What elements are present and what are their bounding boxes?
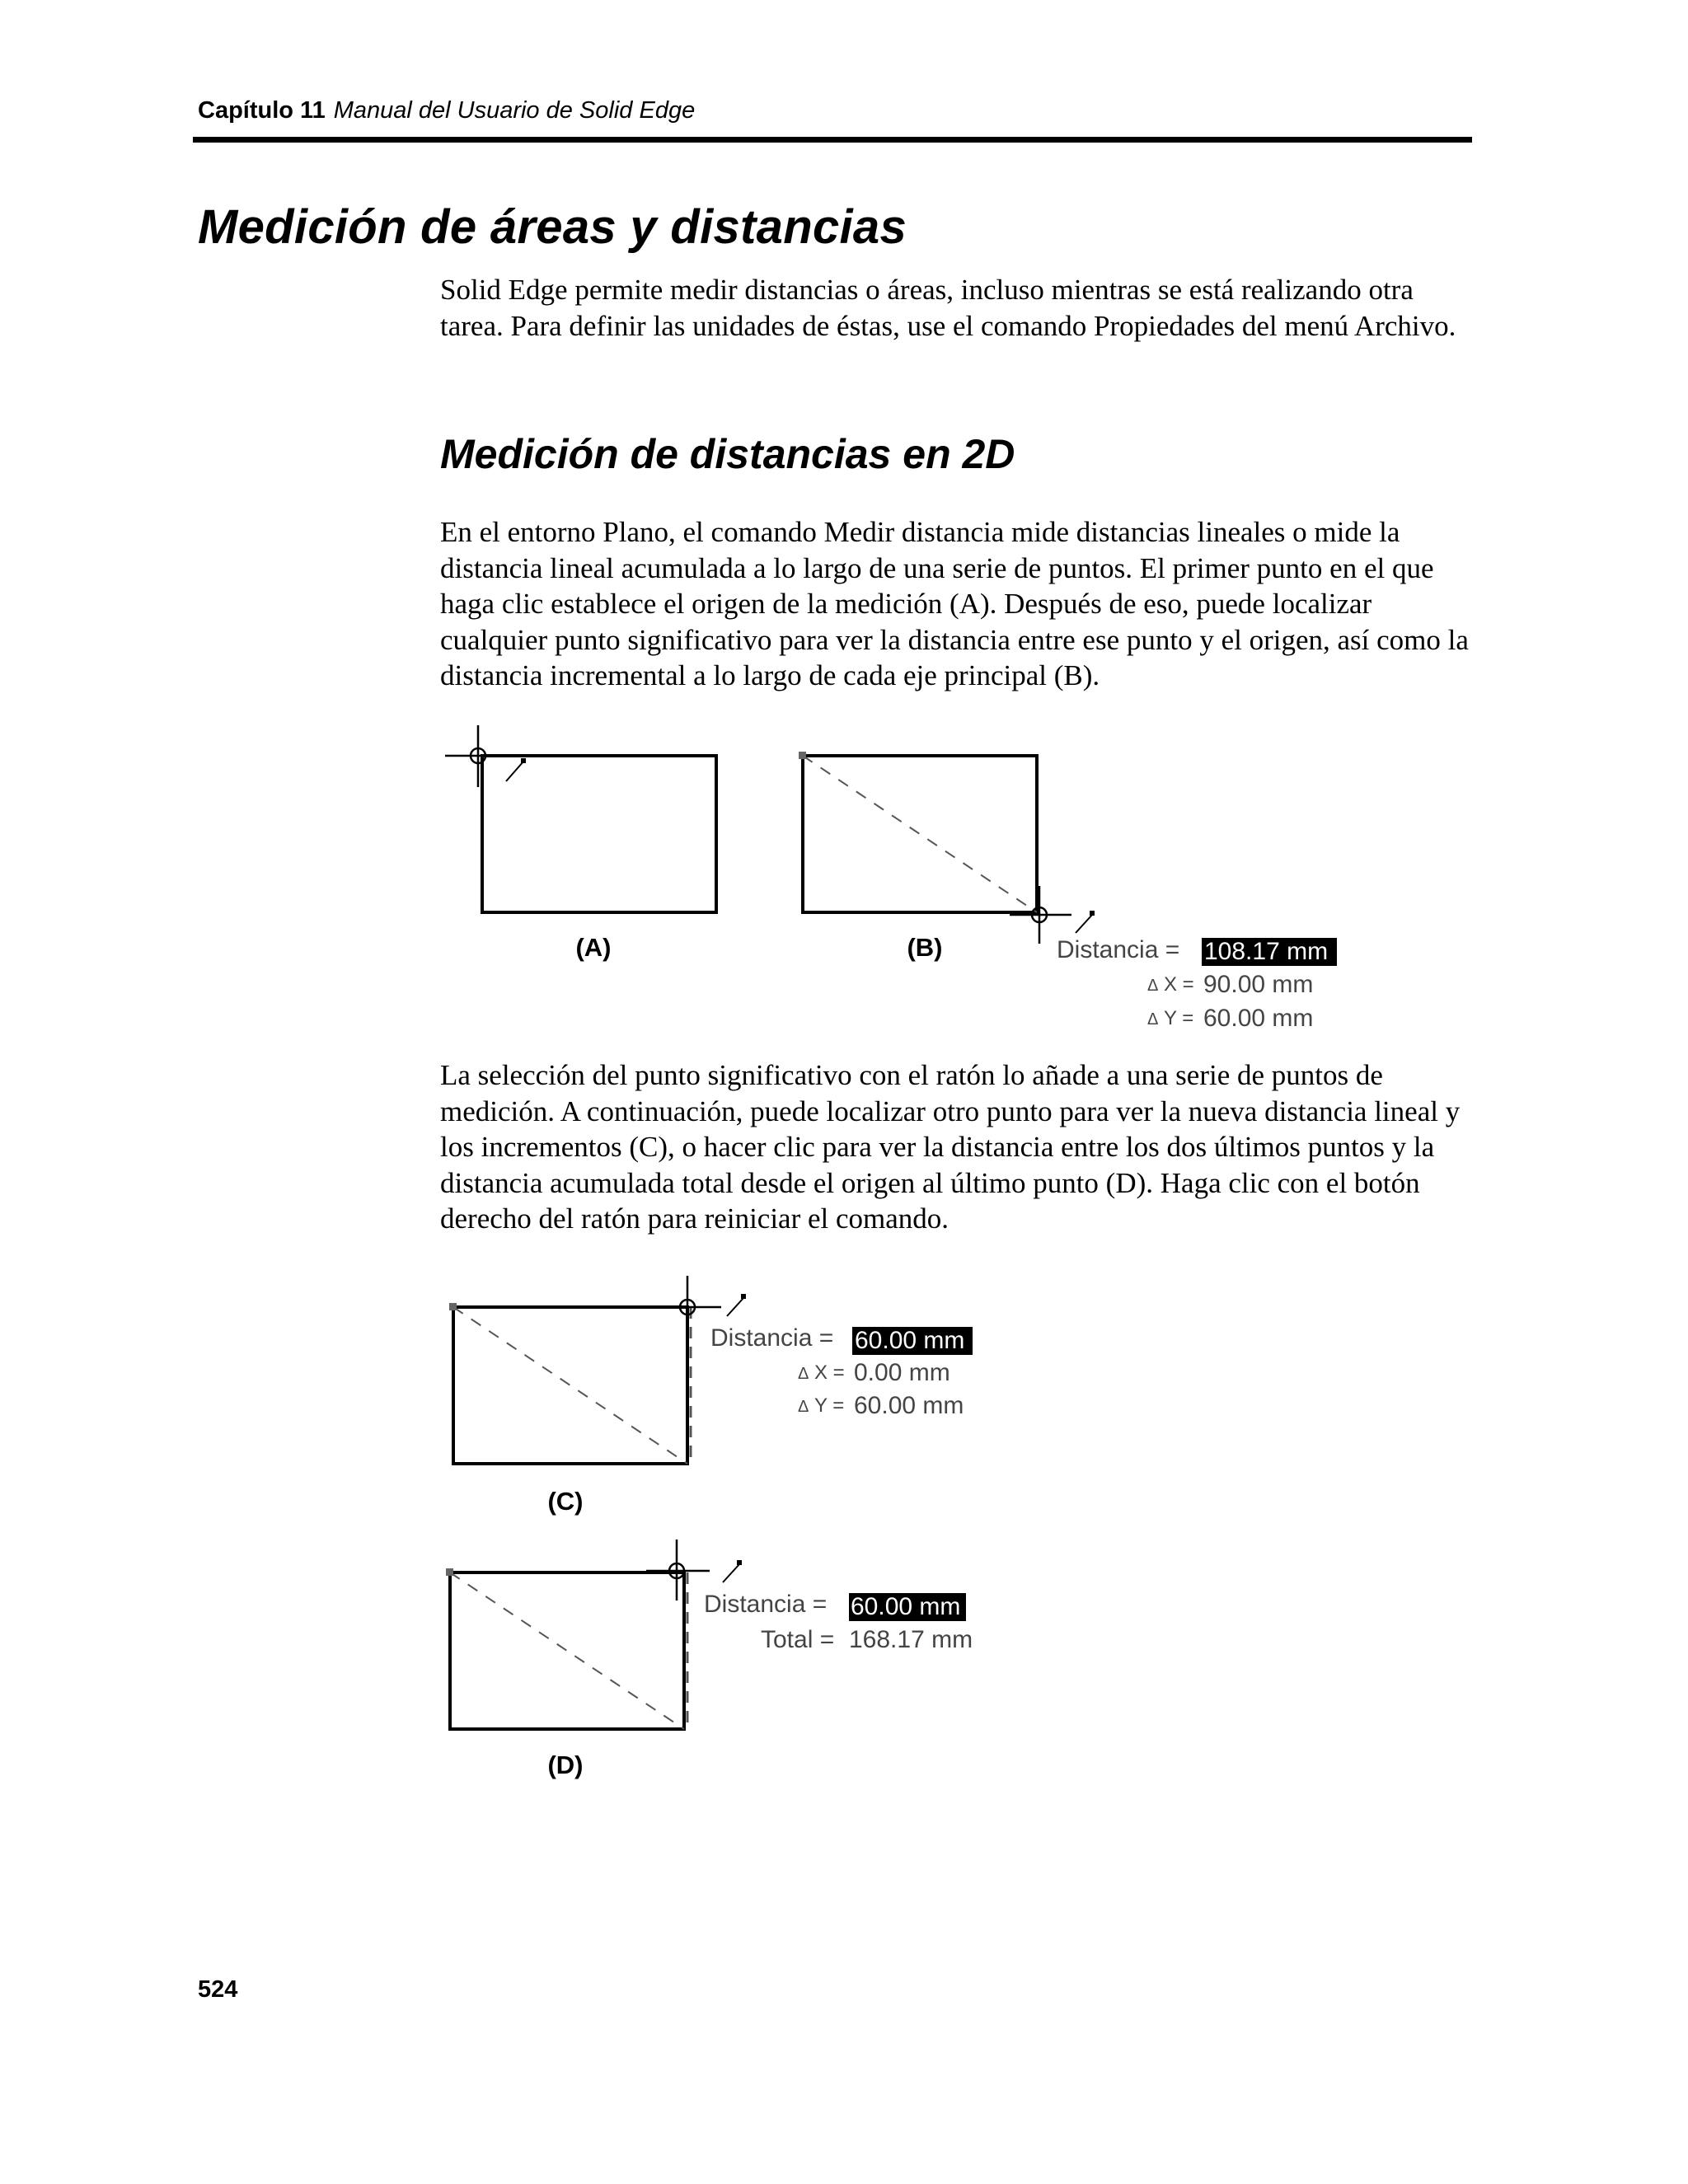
delta-x-value: 90.00 mm [1203, 971, 1314, 998]
figure-a-caption: (A) [575, 933, 612, 962]
pointer-arrow-icon [1076, 911, 1095, 933]
header-chapter: Capítulo 11 [198, 97, 326, 124]
total-value: 168.17 mm [849, 1626, 973, 1653]
measure-line-dashed [450, 1572, 684, 1729]
figure-a [445, 721, 725, 977]
origin-point [446, 1568, 453, 1576]
header-manual-title: Manual del Usuario de Solid Edge [333, 97, 696, 124]
delta-icon: Δ [1147, 977, 1159, 995]
distance-value: 108.17 mm [1204, 938, 1329, 965]
page-number: 524 [198, 1976, 238, 2003]
intro-paragraph: Solid Edge permite medir distancias o áreas, incluso mientras se está realizando otra tarea. Para definir las unidades de éstas, use el comando Propiedades del menú Archivo. [440, 274, 1456, 342]
delta-y-label: Y = [814, 1394, 845, 1417]
delta-x-label: X = [1164, 973, 1194, 996]
delta-y-value: 60.00 mm [854, 1392, 964, 1419]
delta-icon: Δ [1147, 1010, 1159, 1029]
crosshair-cursor-icon [1010, 886, 1071, 944]
delta-y-label: Y = [1164, 1007, 1194, 1029]
delta-x-label: X = [814, 1361, 845, 1384]
figure-c [445, 1261, 1022, 1529]
running-header [198, 97, 695, 124]
section-paragraph-2: La selección del punto significativo con el ratón lo añade a una serie de puntos de medición. A continuación, puede localizar otro punto para ver la nueva distancia lineal y los incrementos (C), o hacer clic para ver la distancia entre los dos últimos puntos y la distancia acumulada total desde el origen al último punto (D). Haga clic con el botón derecho del ratón para reiniciar el comando. [440, 1059, 1461, 1235]
crosshair-cursor-icon [445, 725, 509, 787]
section-title: Medición de distancias en 2D [440, 431, 1015, 477]
figure-c-caption: (C) [547, 1487, 584, 1516]
figure-b [791, 738, 1368, 1043]
crosshair-cursor-icon [646, 1540, 710, 1601]
measure-line-dashed [453, 1307, 687, 1464]
pointer-arrow-icon [723, 1560, 742, 1582]
page-title: Medición de áreas y distancias [198, 200, 907, 254]
figure-a-rectangle [482, 756, 716, 912]
figure-b-caption: (B) [907, 933, 943, 962]
pointer-arrow-icon [506, 758, 526, 781]
header-rule [193, 137, 1472, 143]
section-paragraph-1: En el entorno Plano, el comando Medir distancia mide distancias lineales o mide la distancia lineal acumulada a lo largo de una serie de puntos. El primer punto en el que haga clic establece el origen de la medición (A). Después de eso, puede localizar cualquier punto significativo para ver la distancia entre ese punto y el origen, así como la distancia incremental a lo largo de cada eje principal (B). [440, 516, 1469, 691]
total-label: Total = [761, 1626, 835, 1653]
origin-point [799, 752, 806, 759]
distance-label: Distancia = [710, 1324, 834, 1352]
delta-icon: Δ [798, 1398, 809, 1416]
delta-y-value: 60.00 mm [1203, 1005, 1314, 1032]
pointer-arrow-icon [727, 1294, 746, 1316]
figure-d-caption: (D) [547, 1750, 584, 1779]
delta-x-value: 0.00 mm [854, 1359, 950, 1386]
origin-point [449, 1303, 457, 1310]
distance-value: 60.00 mm [851, 1593, 961, 1620]
distance-label: Distancia = [1057, 936, 1180, 963]
measure-line-dashed [803, 756, 1037, 912]
delta-icon: Δ [798, 1365, 809, 1383]
distance-label: Distancia = [704, 1591, 828, 1618]
distance-value: 60.00 mm [855, 1327, 965, 1354]
figure-d [442, 1525, 1019, 1793]
